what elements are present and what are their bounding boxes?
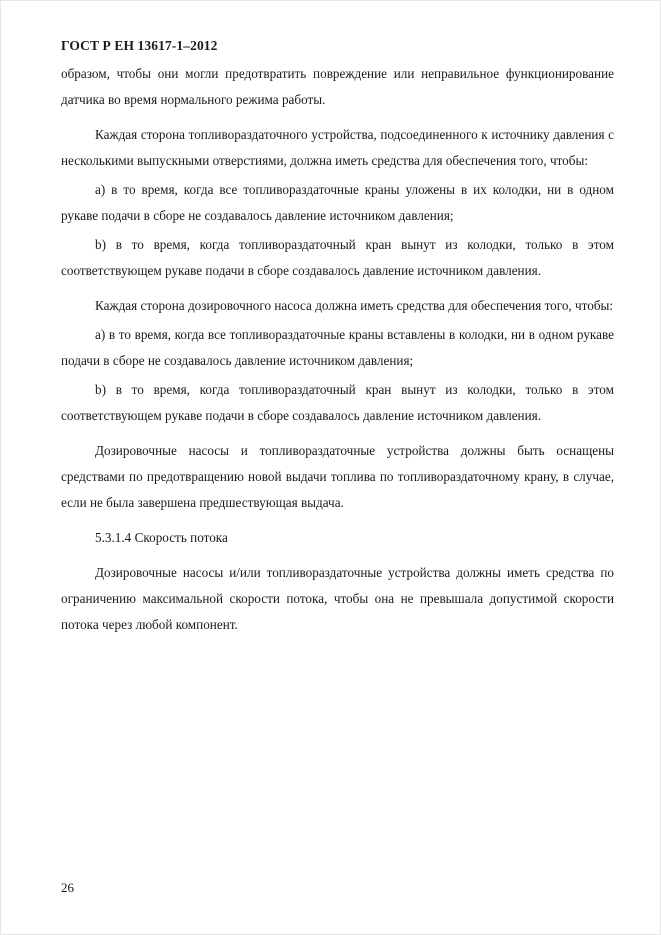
list-item-b-pump: b) в то время, когда топливораздаточный кран вынут из колодки, только в этом соответствующем рукаве подачи в сборе создавалось давление источником давления.: [61, 382, 614, 423]
list-item-b-dispenser: b) в то время, когда топливораздаточный кран вынут из колодки, только в этом соответствующем рукаве подачи в сборе создавалось давление источником давления.: [61, 237, 614, 278]
list-item-a-pump: a) в то время, когда все топливораздаточные краны вставлены в колодки, ни в одном рукаве подачи в сборе не создавалось давление источником давления;: [61, 327, 614, 368]
paragraph-new-delivery-prevention: Дозировочные насосы и топливораздаточные устройства должны быть оснащены средствами по предотвращению новой выдачи топлива по топливораздаточному крану, в случае, если не была завершена предшествующая выдача.: [61, 443, 614, 510]
document-body: [61, 61, 614, 638]
page-number: 26: [61, 880, 74, 895]
standard-header: ГОСТ Р ЕН 13617-1–2012: [61, 38, 218, 53]
paragraph-continuation: образом, чтобы они могли предотвратить повреждение или неправильное функционирование датчика во время нормального режима работы.: [61, 66, 614, 107]
paragraph-metering-pump-requirement: Каждая сторона дозировочного насоса должна иметь средства для обеспечения того, чтобы:: [95, 298, 614, 313]
paragraph-flow-rate: Дозировочные насосы и/или топливораздаточные устройства должны иметь средства по ограничению максимальной скорости потока, чтобы она не превышала допустимой скорости потока через любой компонент.: [61, 565, 614, 632]
paragraph-dispenser-requirement: Каждая сторона топливораздаточного устройства, подсоединенного к источнику давления с несколькими выпускными отверстиями, должна иметь средства для обеспечения того, чтобы:: [61, 127, 614, 168]
section-heading: 5.3.1.4 Скорость потока: [95, 530, 228, 545]
list-item-a-dispenser: a) в то время, когда все топливораздаточные краны уложены в их колодки, ни в одном рукаве подачи в сборе не создавалось давление источником давления;: [61, 182, 614, 223]
